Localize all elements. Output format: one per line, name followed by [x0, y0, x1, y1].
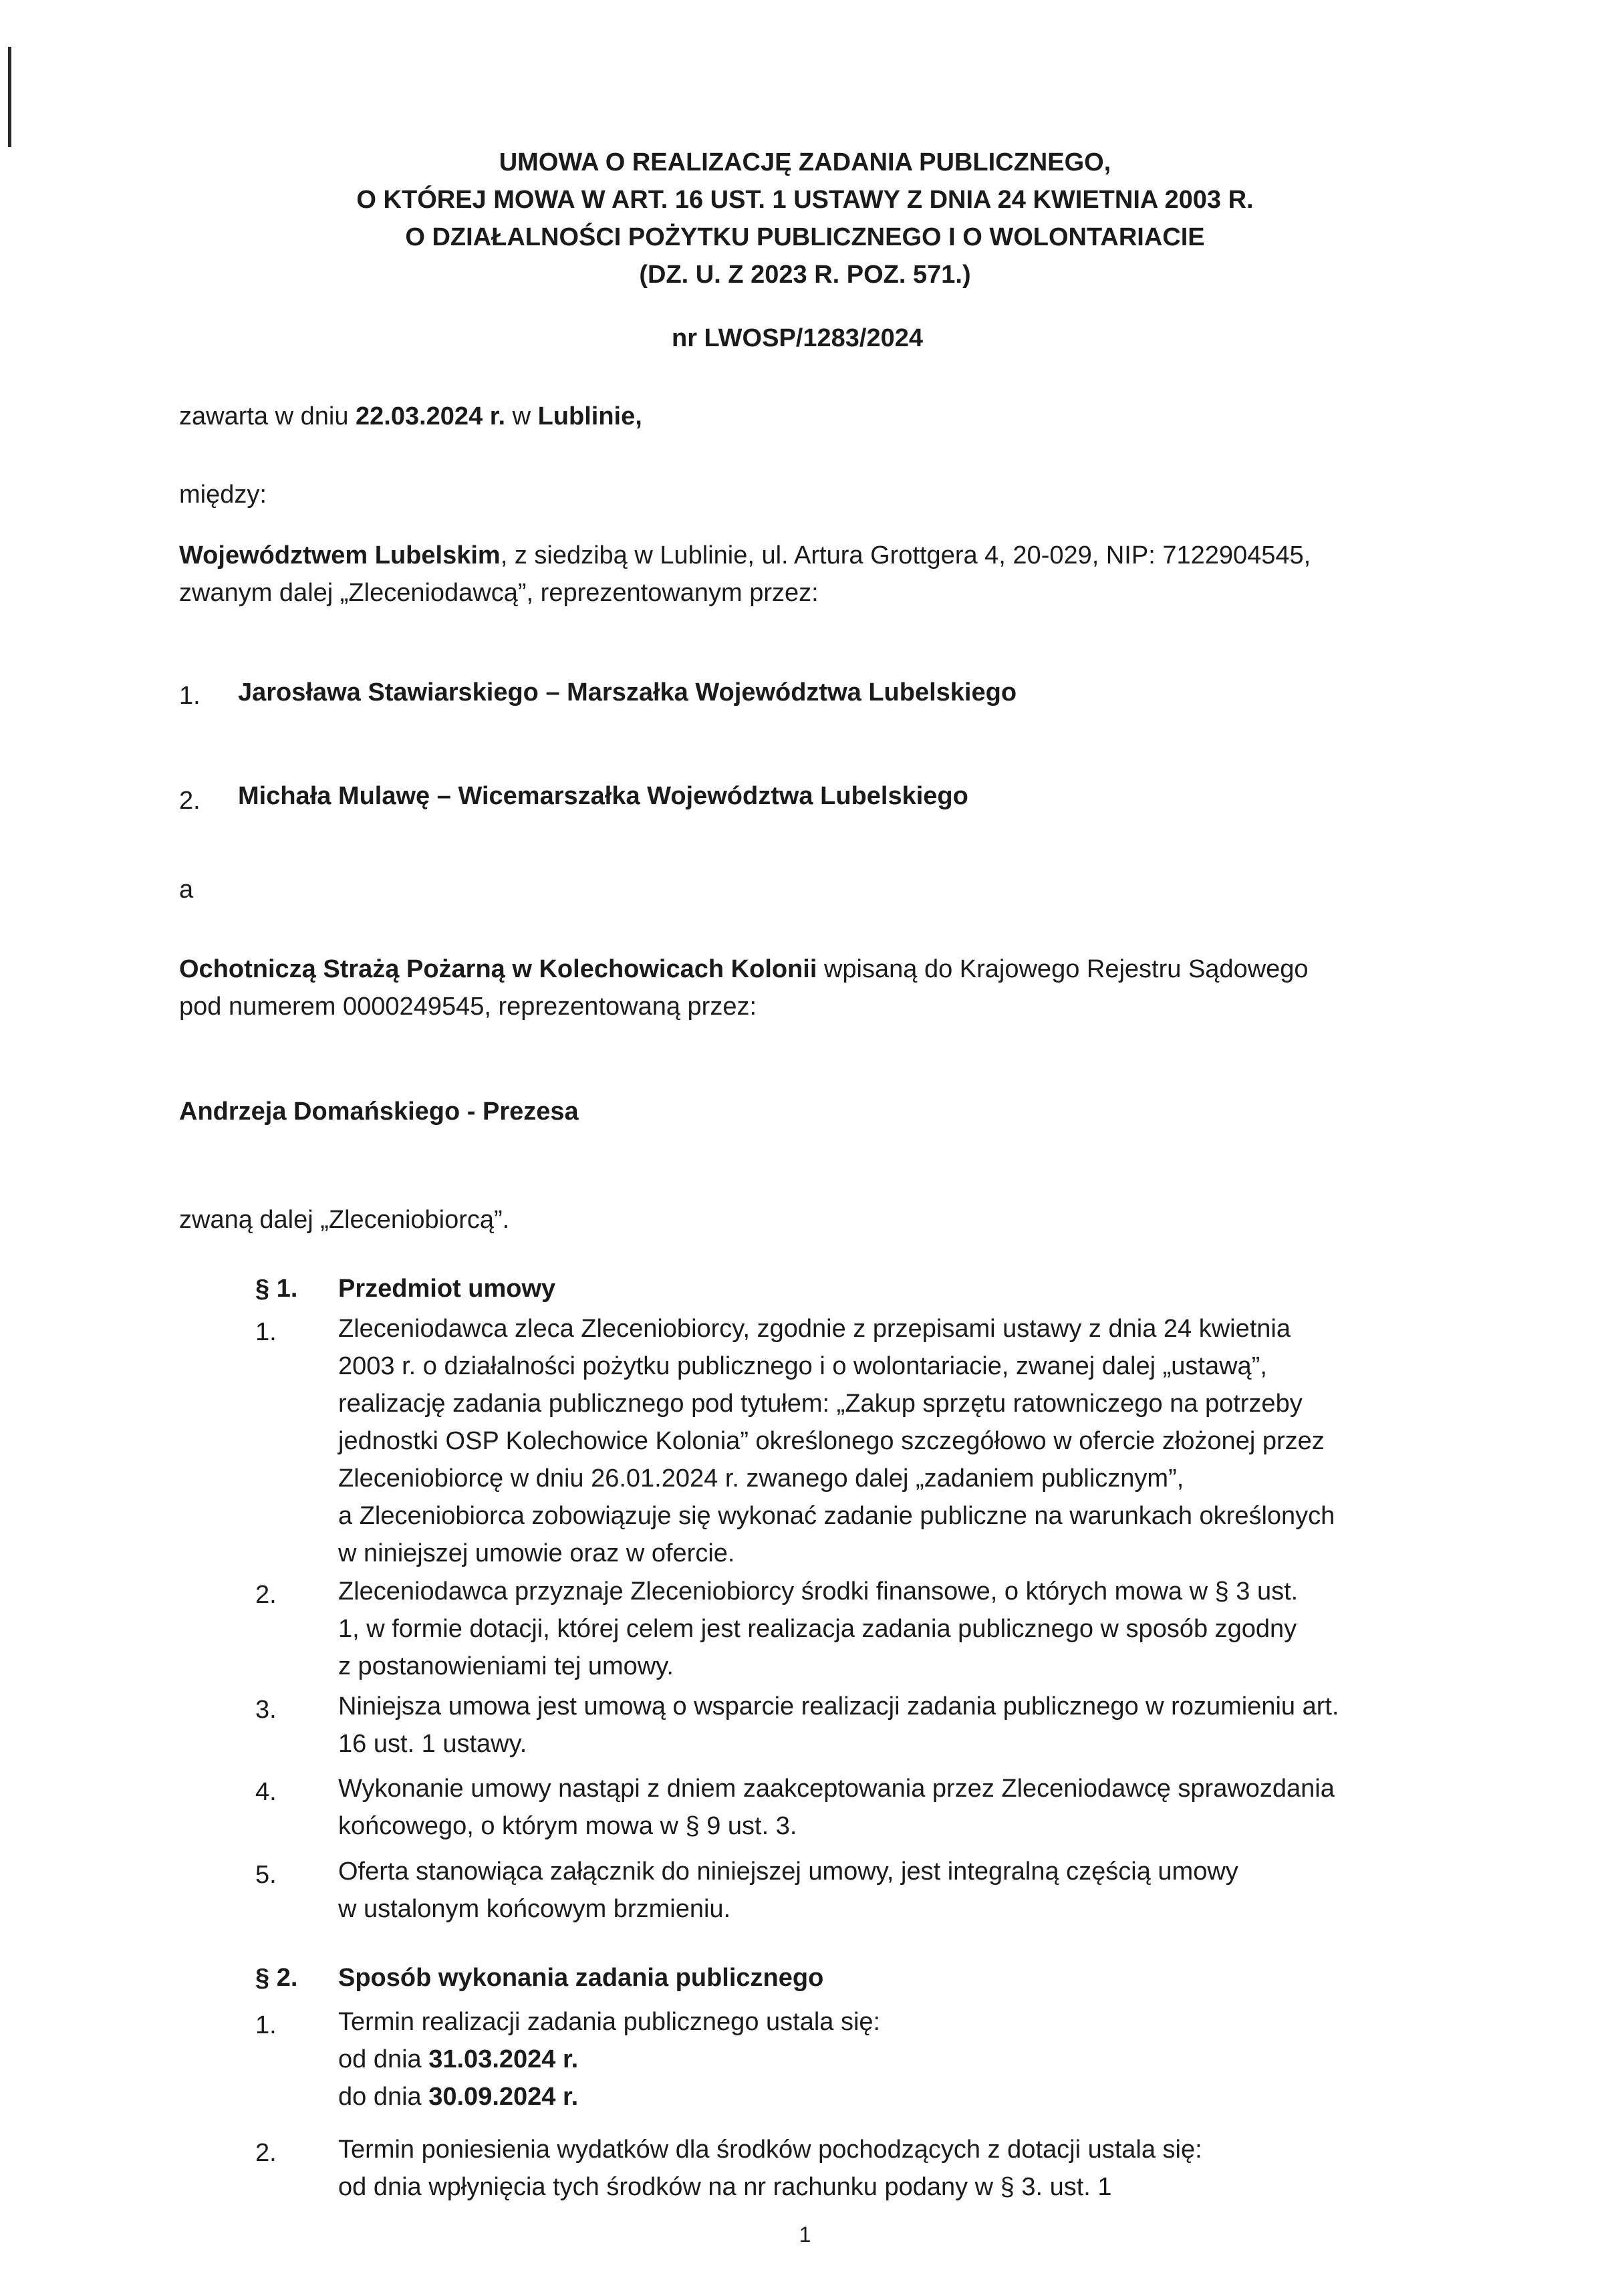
contractor-representative: Andrzeja Domańskiego - Prezesa — [179, 1098, 579, 1126]
section-1-item-number: 2. — [255, 1581, 277, 1609]
representative-number: 2. — [179, 787, 200, 815]
principal-paragraph — [179, 537, 1311, 612]
contractor-line-2: pod numerem 0000249545, reprezentowaną przez: — [179, 993, 757, 1021]
title-line: UMOWA O REALIZACJĘ ZADANIA PUBLICZNEGO, — [499, 148, 1111, 176]
contractor-line-1: Ochotniczą Strażą Pożarną w Kolechowicach Kolonii wpisaną do Krajowego Rejestru Sądowego — [179, 955, 1309, 983]
section-1-item-number: 3. — [255, 1696, 277, 1724]
section-1-item-1: Zleceniodawca zleca Zleceniobiorcy, zgodnie z przepisami ustawy z dnia 24 kwietnia 2003 r. o działalności pożytku publicznego i o wolontariacie, zwanej dalej „ustawą”, realizację zadania publicznego pod tytułem: „Zakup sprzętu ratowniczego na potrzeby jednostki OSP Kolechowice Kolonia” określonego szczegółowo w ofercie złożonej przez Zleceniobiorcę w dniu 26.01.2024 r. zwanego dalej „zadaniem publicznym”, a Zleceniobiorca zobowiązuje się wykonać zadanie publiczne na warunkach określonych w niniejszej umowie oraz w ofercie. — [338, 1315, 1335, 1567]
contract-number: nr LWOSP/1283/2024 — [672, 324, 923, 352]
concluded-line: zawarta w dniu 22.03.2024 r. w Lublinie, — [179, 402, 642, 430]
section-1-item-5: Oferta stanowiąca załącznik do niniejszej umowy, jest integralną częścią umowy w ustalonym końcowym brzmieniu. — [338, 1858, 1238, 1923]
section-1-item-number: 5. — [255, 1861, 277, 1889]
section-1-item-number: 4. — [255, 1778, 277, 1806]
page-number: 1 — [799, 2222, 811, 2247]
principal-line-2: zwanym dalej „Zleceniodawcą”, reprezentowanym przez: — [179, 579, 819, 607]
section-2-item-1: Termin realizacji zadania publicznego ustala się: od dnia 31.03.2024 r. do dnia 30.09.2024 r. — [338, 2003, 1441, 2116]
section-1-item-2: Zleceniodawca przyznaje Zleceniobiorcy środki finansowe, o których mowa w § 3 ust. 1, w formie dotacji, której celem jest realizacja zadania publicznego w sposób zgodny z postanowieniami tej umowy. — [338, 1577, 1299, 1680]
section-2-title: Sposób wykonania zadania publicznego — [338, 1964, 824, 1992]
term-to: do dnia 30.09.2024 r. — [338, 2083, 579, 2111]
representative-marshal: Jarosława Stawiarskiego – Marszałka Województwa Lubelskiego — [238, 678, 1017, 707]
title-line: O DZIAŁALNOŚCI POŻYTKU PUBLICZNEGO I O WOLONTARIACIE — [405, 223, 1205, 251]
representative-number: 1. — [179, 682, 200, 710]
section-1-title: Przedmiot umowy — [338, 1275, 556, 1303]
contractor-name: Ochotniczą Strażą Pożarną w Kolechowicach Kolonii — [179, 955, 817, 983]
section-1-item-3: Niniejsza umowa jest umową o wsparcie realizacji zadania publicznego w rozumieniu art. 16 ust. 1 ustawy. — [338, 1692, 1339, 1758]
between-label: między: — [179, 481, 267, 509]
principal-line-1: Województwem Lubelskim, z siedzibą w Lublinie, ul. Artura Grottgera 4, 20-029, NIP: 7122904545, — [179, 541, 1311, 569]
contractor-called: zwaną dalej „Zleceniobiorcą”. — [179, 1206, 510, 1234]
section-2-item-number: 2. — [255, 2139, 277, 2167]
section-2-sign: § 2. — [255, 1964, 298, 1992]
section-2-item-number: 1. — [255, 2011, 277, 2039]
section-1-item-number: 1. — [255, 1318, 277, 1346]
section-2-item-2: Termin poniesienia wydatków dla środków pochodzących z dotacji ustala się: od dnia wpłynięcia tych środków na nr rachunku podany w § 3. ust. 1 — [338, 2136, 1202, 2201]
scan-edge-mark — [8, 47, 11, 147]
title-line: O KTÓREJ MOWA W ART. 16 UST. 1 USTAWY Z DNIA 24 KWIETNIA 2003 R. — [356, 186, 1254, 214]
principal-name: Województwem Lubelskim — [179, 541, 501, 569]
document-title — [0, 144, 1610, 293]
contractor-paragraph — [179, 950, 1309, 1025]
title-line: (DZ. U. Z 2023 R. POZ. 571.) — [639, 261, 971, 289]
representative-vice-marshal: Michała Mulawę – Wicemarszałka Województwa Lubelskiego — [238, 782, 968, 810]
section-1-sign: § 1. — [255, 1275, 298, 1303]
conjunction: a — [179, 876, 194, 904]
term-from: od dnia 31.03.2024 r. — [338, 2045, 579, 2073]
section-1-item-4: Wykonanie umowy nastąpi z dniem zaakceptowania przez Zleceniodawcę sprawozdania końcowego, o którym mowa w § 9 ust. 3. — [338, 1775, 1335, 1840]
